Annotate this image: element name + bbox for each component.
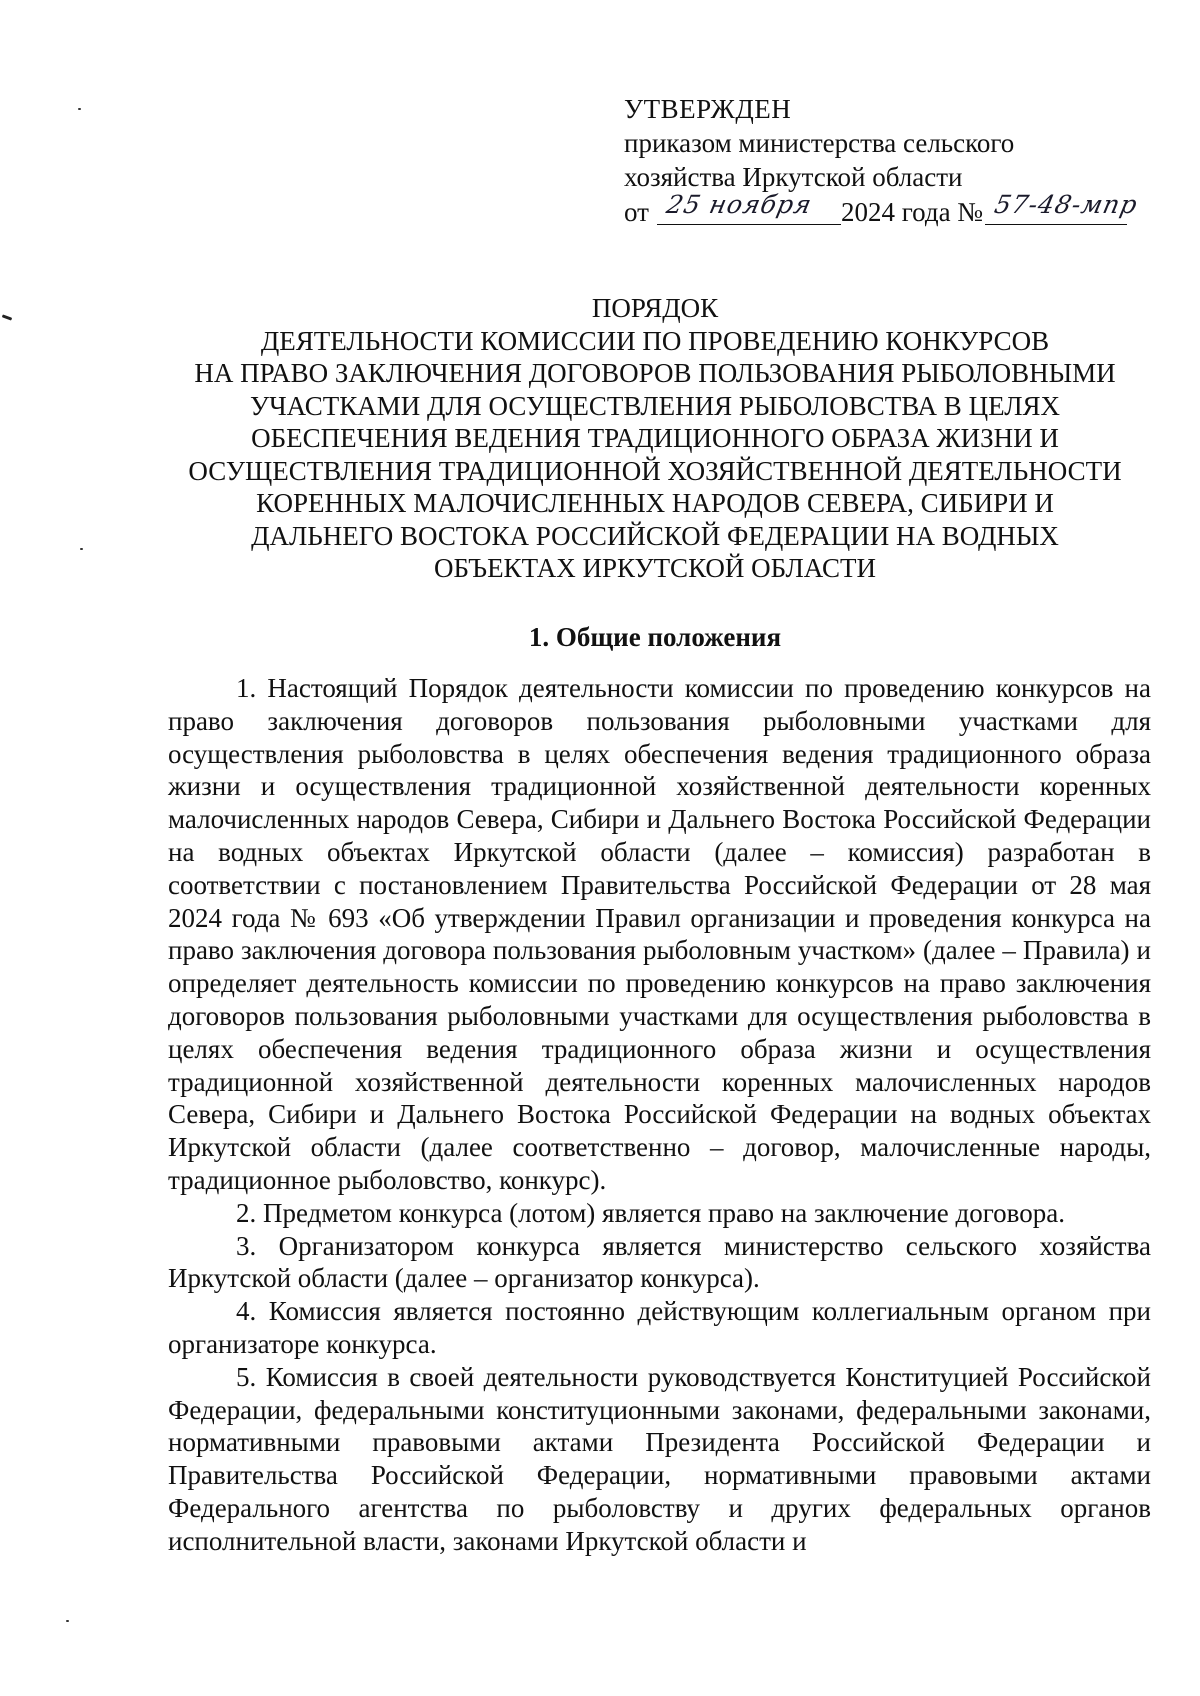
paragraph-5: 5. Комиссия в своей деятельности руководствуется Конституцией Российской Федерации, федеральными конституционными законами, федеральными законами, нормативными правовыми актами Президента Российской Федерации и Правительства Российской Федерации, нормативными правовыми актами Федерального агентства по рыболовству и других федеральных органов исполнительной власти, законами Иркутской области и <box>168 1361 1151 1556</box>
document-title <box>140 292 1170 585</box>
date-prefix: от <box>624 197 649 227</box>
title-line: ПОРЯДОК <box>591 293 719 323</box>
scan-speck <box>80 548 83 550</box>
title-line: ДАЛЬНЕГО ВОСТОКА РОССИЙСКОЙ ФЕДЕРАЦИИ НА ВОДНЫХ <box>251 520 1059 551</box>
paragraph-1: 1. Настоящий Порядок деятельности комиссии по проведению конкурсов на право заключения договоров пользования рыболовными участками для осуществления рыболовства в целях обеспечения ведения традиционного образа жизни и осуществления традиционной хозяйственной деятельности коренных малочисленных народов Севера, Сибири и Дальнего Востока Российской Федерации на водных объектах Иркутской области (далее – комиссия) разработан в соответствии с постановлением Правительства Российской Федерации от 28 мая 2024 года № 693 «Об утверждении Правил организации и проведения конкурса на право заключения договора пользования рыболовным участком» (далее – Правила) и определяет деятельность комиссии по проведению конкурсов на право заключения договоров пользования рыболовными участками для осуществления рыболовства в целях обеспечения ведения традиционного образа жизни и осуществления традиционной хозяйственной деятельности коренных малочисленных народов Севера, Сибири и Дальнего Востока Российской Федерации на водных объектах Иркутской области (далее соответственно – договор, малочисленные народы, традиционное рыболовство, конкурс). <box>168 673 1151 1195</box>
approval-date-line <box>624 190 1164 229</box>
document-body <box>168 672 1151 1558</box>
number-field <box>985 190 1141 225</box>
title-line: ДЕЯТЕЛЬНОСТИ КОМИССИИ ПО ПРОВЕДЕНИЮ КОНКУРСОВ <box>260 325 1050 356</box>
approval-line: приказом министерства сельского <box>624 128 1015 158</box>
title-line: ОБЕСПЕЧЕНИЯ ВЕДЕНИЯ ТРАДИЦИОННОГО ОБРАЗА ЖИЗНИ И <box>251 423 1059 453</box>
approval-line: хозяйства Иркутской области <box>624 162 963 192</box>
title-line: КОРЕННЫХ МАЛОЧИСЛЕННЫХ НАРОДОВ СЕВЕРА, СИБИРИ И <box>256 488 1054 518</box>
scan-speck <box>2 314 12 320</box>
year-text: 2024 года № <box>840 197 984 227</box>
section-heading: 1. Общие положения <box>528 622 782 652</box>
paragraph-2: 2. Предметом конкурса (лотом) является право на заключение договора. <box>236 1197 1065 1228</box>
scan-speck <box>66 1620 69 1622</box>
title-line: УЧАСТКАМИ ДЛЯ ОСУЩЕСТВЛЕНИЯ РЫБОЛОВСТВА В ЦЕЛЯХ <box>249 390 1061 421</box>
paragraph-4: 4. Комиссия является постоянно действующим коллегиальным органом при организаторе конкурса. <box>168 1296 1151 1359</box>
approval-block <box>624 92 1164 229</box>
handwritten-date: 25 ноября <box>663 190 815 219</box>
title-line: ОСУЩЕСТВЛЕНИЯ ТРАДИЦИОННОЙ ХОЗЯЙСТВЕННОЙ ДЕЯТЕЛЬНОСТИ <box>188 455 1122 486</box>
date-field <box>657 190 841 225</box>
approval-heading: УТВЕРЖДЕН <box>624 94 792 124</box>
title-line: ОБЪЕКТАХ ИРКУТСКОЙ ОБЛАСТИ <box>434 553 876 583</box>
paragraph-3: 3. Организатором конкурса является министерство сельского хозяйства Иркутской области (далее – организатор конкурса). <box>168 1230 1151 1294</box>
scan-speck <box>78 108 81 110</box>
title-line: НА ПРАВО ЗАКЛЮЧЕНИЯ ДОГОВОРОВ ПОЛЬЗОВАНИЯ РЫБОЛОВНЫМИ <box>194 358 1116 388</box>
handwritten-number: 57-48-мпр <box>992 190 1141 219</box>
